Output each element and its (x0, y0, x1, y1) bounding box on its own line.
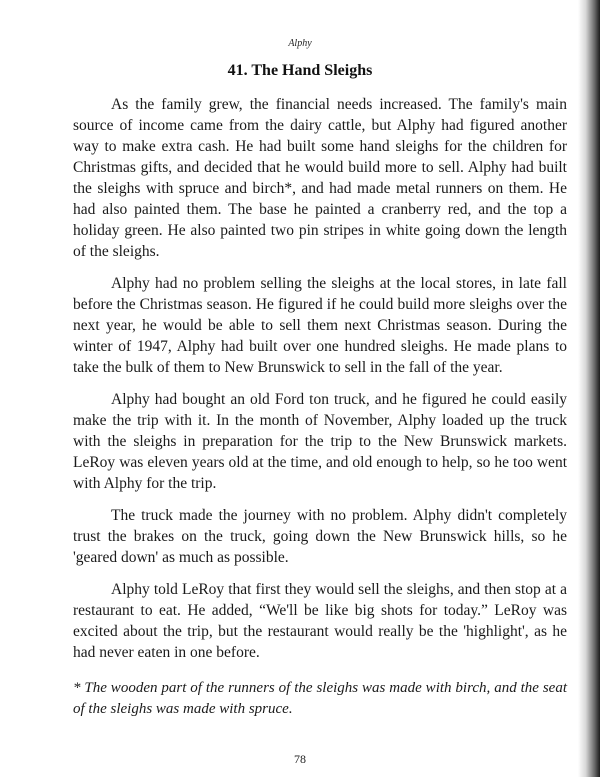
paragraph-3: Alphy had bought an old Ford ton truck, and he figured he could easily make the trip with it. In the month of November, Alphy loaded up the truck with the sleighs in preparation for the trip to the New Brunswick markets. LeRoy was eleven years old at the time, and old enough to help, so he too went with Alphy for the trip. (73, 391, 567, 492)
chapter-title: 41. The Hand Sleighs (227, 62, 373, 79)
binding-shadow (578, 0, 600, 777)
paragraph-1: As the family grew, the financial needs increased. The family's main source of income came from the dairy cattle, but Alphy had figured another way to make extra cash. He had built some hand sleighs for the children for Christmas gifts, and decided that he would build more to sell. Alphy had built the sleighs with spruce and birch*, and had made metal runners on them. He had also painted them. The base he painted a cranberry red, and the top a holiday green. He also painted two pin stripes in white going down the length of the sleighs. (73, 96, 567, 260)
body-text (73, 94, 567, 674)
paragraph-2: Alphy had no problem selling the sleighs at the local stores, in late fall before the Christmas season. He figured if he could build more sleighs over the next year, he would be able to sell them next Christmas season. During the winter of 1947, Alphy had built over one hundred sleighs. He made plans to take the bulk of them to New Brunswick to sell in the fall of the year. (73, 275, 567, 376)
page-number: 78 (294, 752, 306, 766)
paragraph-4: The truck made the journey with no problem. Alphy didn't completely trust the brakes on the truck, going down the New Brunswick hills, so he 'geared down' as much as possible. (73, 507, 567, 566)
running-head: Alphy (288, 38, 312, 49)
paragraph-5: Alphy told LeRoy that first they would sell the sleighs, and then stop at a restaurant to eat. He added, “We'll be like big shots for today.” LeRoy was excited about the trip, but the restaurant would really be the 'highlight', as he had never eaten in one before. (73, 581, 567, 661)
footnote: * The wooden part of the runners of the sleighs was made with birch, and the seat of the sleighs was made with spruce. (73, 680, 567, 717)
